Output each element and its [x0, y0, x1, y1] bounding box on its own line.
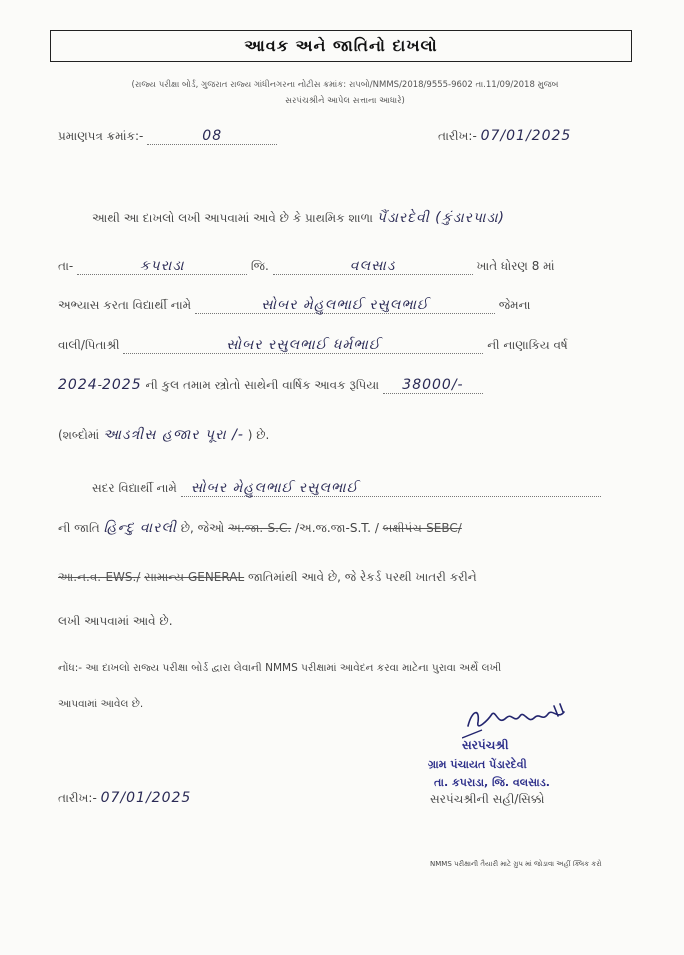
student-name-2: સોબર મેહુલભાઈ રસુલભાઈ: [190, 480, 359, 496]
district-value: વલસાડ: [349, 258, 396, 274]
caste-mid-text: છે, જેઓ: [180, 521, 225, 535]
student-label: અભ્યાસ કરતા વિદ્યાર્થી નામે: [58, 298, 192, 312]
income-label: ની કુલ તમામ સ્ત્રોતો સાથેની વાર્ષિક આવક રૂપિયા: [145, 378, 380, 392]
body-line-8: [58, 520, 462, 536]
whose-label: જેમના: [498, 298, 531, 312]
certificate-date-label: તારીખ:-: [438, 129, 477, 143]
student-label-2: સદર વિદ્યાર્થી નામે: [92, 481, 177, 495]
category-general: સામાન્ય GENERAL: [144, 570, 245, 584]
intro-text: આથી આ દાખલો લખી આપવામાં આવે છે કે પ્રાથમિક શાળા: [92, 211, 373, 225]
category-sc: અ.જા.-S.C.: [228, 521, 292, 535]
words-suffix: ) છે.: [247, 428, 270, 442]
certificate-date-row: [438, 128, 571, 144]
note-line-2: આપવામાં આવેલ છે.: [58, 698, 144, 710]
words-label: (શબ્દોમાં: [58, 428, 100, 442]
body-line-2: [58, 258, 555, 275]
body-line-6: [58, 427, 269, 443]
taluka-label: તા-: [58, 259, 74, 273]
caste-suffix: જાતિમાંથી આવે છે, જે રેકર્ડ પરથી ખાતરી કરીને: [247, 570, 477, 584]
stamp-address: તા. કપરાડા, જિ. વલસાડ.: [434, 776, 550, 789]
income-value: 38000/-: [402, 377, 464, 393]
footer-date-row: [58, 790, 191, 806]
financial-year-label: ની નાણાકિય વર્ષ: [487, 338, 568, 352]
year-from: 2024: [58, 377, 98, 393]
caste-value: હિન્દુ વારલી: [103, 520, 177, 536]
student-name: સોબર મેહુલભાઈ રસુલભાઈ: [261, 297, 429, 313]
note-line-1: નોંધ:- આ દાખલો રાજ્ય પરીક્ષા બોર્ડ દ્વારા લેવાની NMMS પરીક્ષામાં આવેદન કરવા માટેના પુરાવા અર્થે લખી: [58, 662, 502, 674]
closing-text: લખી આપવામાં આવે છે.: [58, 614, 173, 628]
guardian-name: સોબર રસુલભાઈ ધર્મભાઈ: [226, 337, 381, 353]
reference-line-2: સરપંચશ્રીને આપેલ સત્તાના આધારે): [285, 96, 405, 106]
body-line-7: [92, 480, 601, 497]
guardian-label: વાલી/પિતાશ્રી: [58, 338, 120, 352]
stamp-title: સરપંચશ્રી: [462, 738, 509, 752]
certificate-date-value: 07/01/2025: [480, 128, 572, 144]
category-ews: આ.ન.વ.-EWS./: [58, 570, 141, 584]
stamp-panchayat: ગ્રામ પંચાયત પેંડારદેવી: [428, 758, 527, 771]
standard-text: ખાતે ધોરણ 8 માં: [476, 259, 555, 273]
income-in-words: આડત્રીસ હજાર પૂરા /-: [103, 427, 244, 443]
signature-caption: સરપંચશ્રીની સહી/સિક્કો: [430, 792, 545, 806]
certificate-number-row: [58, 128, 277, 145]
document-title: આવક અને જાતિનો દાખલો: [50, 30, 632, 62]
body-line-5: 2024-2025 ની કુલ તમામ સ્ત્રોતો સાથેની વાર્ષિક આવક રૂપિયા 38000/-: [58, 377, 483, 394]
footer-date-label: તારીખ:-: [58, 791, 97, 805]
district-label: જિ.: [250, 259, 269, 273]
certificate-number-label: પ્રમાણપત્ર ક્રમાંક:-: [58, 129, 144, 143]
school-name: પૈંડારદેવી (કુંડારપાડા): [376, 210, 505, 226]
year-to: 2025: [101, 377, 142, 393]
body-line-1: [92, 210, 505, 226]
group-join-link[interactable]: NMMS પરીક્ષાની તૈયારી માટે ગ્રુપ માં જોડાવા અહીં ક્લિક કરો: [430, 860, 602, 868]
taluka-value: કપરાડા: [139, 258, 185, 274]
body-line-3: [58, 297, 531, 314]
body-line-4: [58, 337, 568, 354]
signature: [462, 700, 582, 740]
footer-date-value: 07/01/2025: [100, 790, 192, 806]
category-sebc: બક્ષીપંચ-SEBC/: [382, 521, 462, 535]
caste-label: ની જાતિ: [58, 521, 100, 535]
category-st: /અ.જ.જા-S.T. /: [295, 521, 379, 535]
body-line-9: [58, 570, 477, 585]
certificate-number-value: 08: [202, 128, 223, 144]
reference-line-1: (રાજ્ય પરીક્ષા બોર્ડ, ગુજરાત રાજ્ય ગાંધીનગરના નોટીસ ક્રમાંક: રાપબો/NMMS/2018/9555-9602 તા.11/09/2018 મુજબ: [131, 80, 559, 90]
